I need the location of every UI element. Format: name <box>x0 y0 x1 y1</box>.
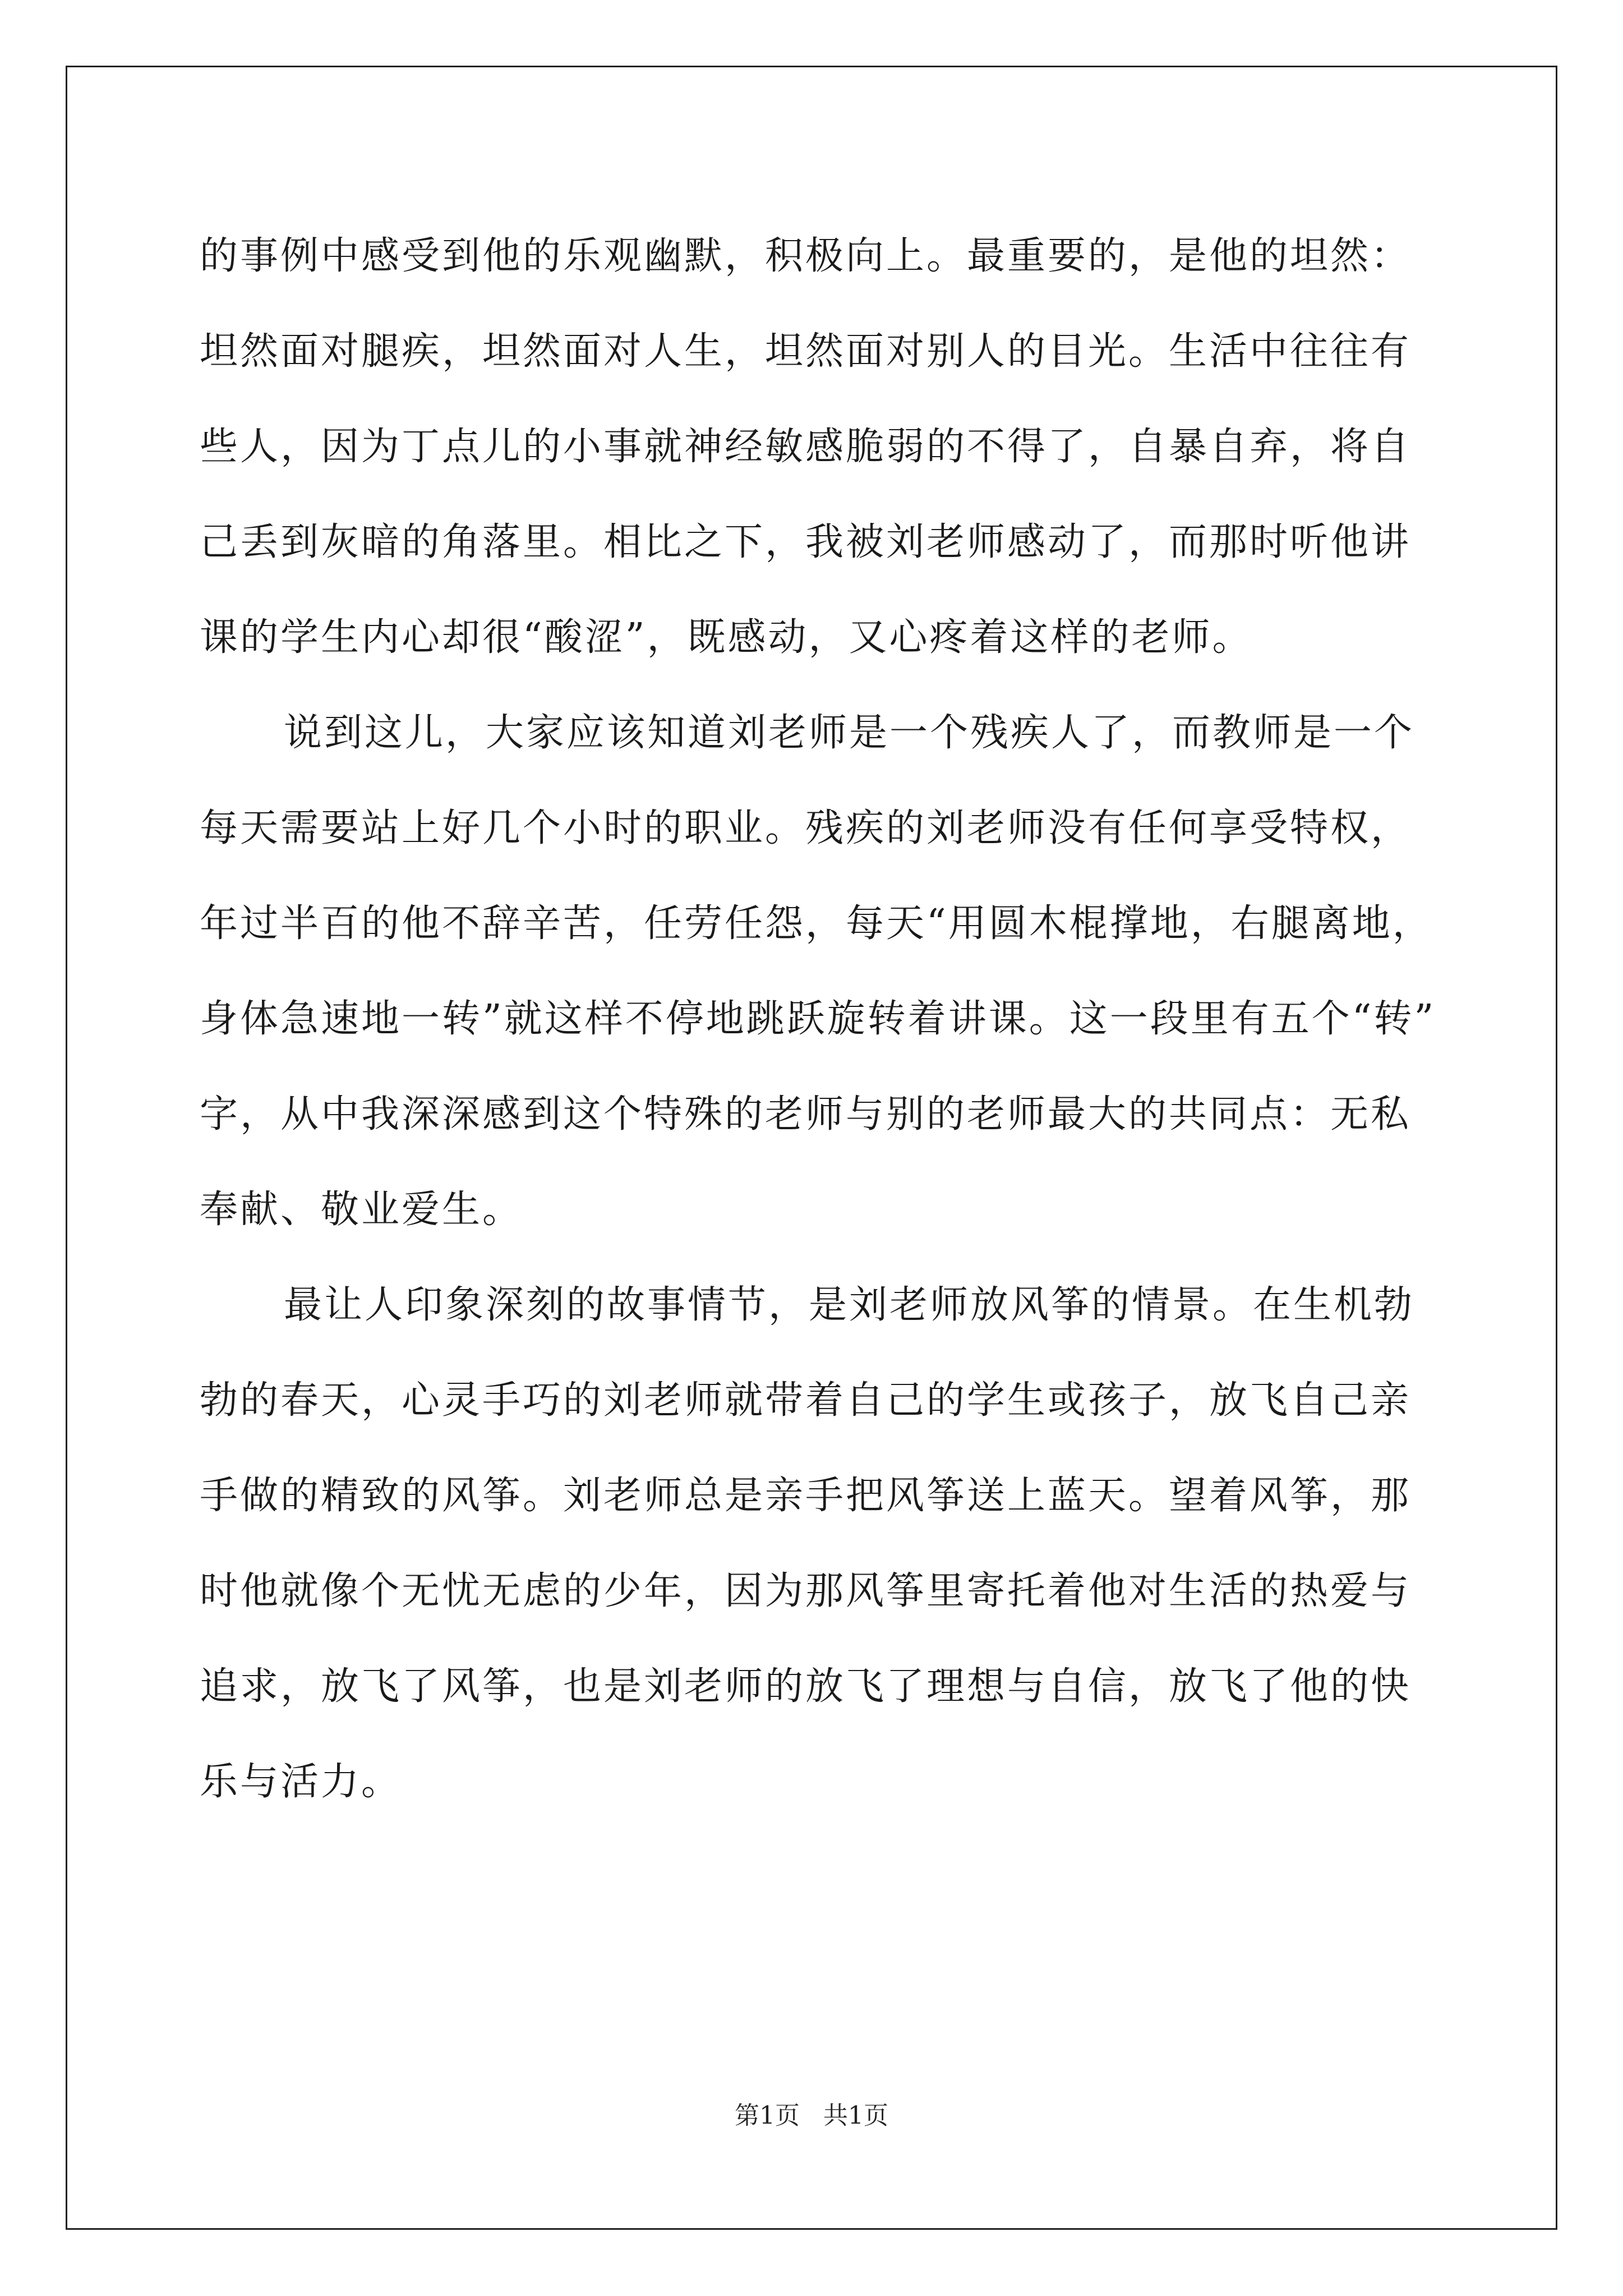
text-line: 己丢到灰暗的角落里。相比之下，我被刘老师感动了，而那时听他讲 <box>200 520 1412 564</box>
text-line: 字，从中我深深感到这个特殊的老师与别的老师最大的共同点：无私 <box>200 1092 1412 1137</box>
text-line: 坦然面对腿疾，坦然面对人生，坦然面对别人的目光。生活中往往有 <box>200 329 1412 374</box>
text-line: 最让人印象深刻的故事情节，是刘老师放风筝的情景。在生机勃 <box>284 1283 1415 1327</box>
document-body <box>200 209 1436 1830</box>
text-line: 身体急速地一转”就这样不停地跳跃旋转着讲课。这一段里有五个“转” <box>200 997 1436 1041</box>
text-line: 些人，因为丁点儿的小事就神经敏感脆弱的不得了，自暴自弃，将自 <box>200 425 1412 469</box>
text-line: 奉献、敬业爱生。 <box>200 1188 523 1232</box>
text-line: 年过半百的他不辞辛苦，任劳任怨，每天“用圆木棍撑地，右腿离地， <box>200 901 1433 946</box>
text-line: 的事例中感受到他的乐观幽默，积极向上。最重要的，是他的坦然： <box>200 234 1412 278</box>
text-line: 手做的精致的风筝。刘老师总是亲手把风筝送上蓝天。望着风筝，那 <box>200 1474 1412 1518</box>
text-line: 追求，放飞了风筝，也是刘老师的放飞了理想与自信，放飞了他的快 <box>200 1664 1412 1709</box>
text-line: 勃的春天，心灵手巧的刘老师就带着自己的学生或孩子，放飞自己亲 <box>200 1378 1412 1423</box>
page-footer: 第1页 共1页 <box>735 2101 888 2130</box>
text-line: 说到这儿，大家应该知道刘老师是一个残疾人了，而教师是一个 <box>284 711 1415 755</box>
text-line: 每天需要站上好几个小时的职业。残疾的刘老师没有任何享受特权， <box>200 806 1412 850</box>
text-line: 时他就像个无忧无虑的少年，因为那风筝里寄托着他对生活的热爱与 <box>200 1569 1412 1613</box>
text-line: 乐与活力。 <box>200 1760 402 1804</box>
text-line: 课的学生内心却很“酸涩”，既感动，又心疼着这样的老师。 <box>200 615 1253 660</box>
